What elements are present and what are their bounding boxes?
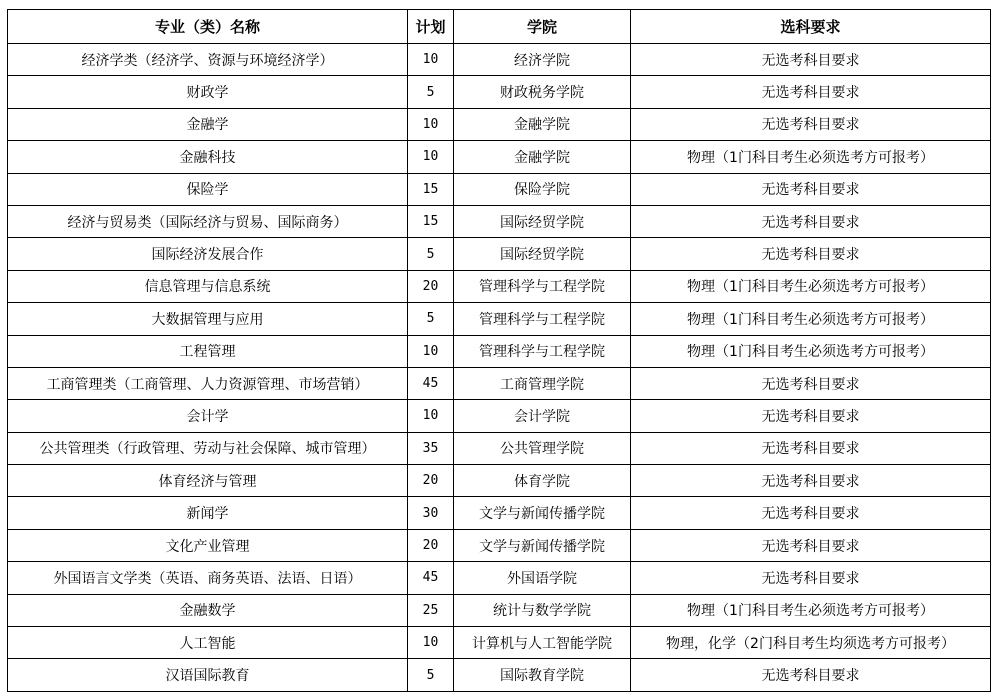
college-cell: 会计学院 — [454, 400, 631, 432]
subject-requirement-cell: 物理（1门科目考生必须选考方可报考） — [631, 594, 991, 626]
subject-requirement-cell: 无选考科目要求 — [631, 205, 991, 237]
header-college: 学院 — [454, 10, 631, 44]
college-cell: 文学与新闻传播学院 — [454, 497, 631, 529]
college-cell: 金融学院 — [454, 108, 631, 140]
plan-cell: 45 — [408, 562, 454, 594]
subject-requirement-cell: 无选考科目要求 — [631, 659, 991, 691]
plan-cell: 10 — [408, 108, 454, 140]
table-row — [8, 400, 991, 432]
major-name-cell: 新闻学 — [8, 497, 408, 529]
major-name-cell: 金融学 — [8, 108, 408, 140]
subject-requirement-cell: 无选考科目要求 — [631, 400, 991, 432]
table-row — [8, 627, 991, 659]
table-row — [8, 44, 991, 76]
plan-cell: 10 — [408, 141, 454, 173]
plan-cell: 10 — [408, 44, 454, 76]
header-row — [8, 10, 991, 44]
header-major-name: 专业（类）名称 — [8, 10, 408, 44]
table-row — [8, 76, 991, 108]
major-name-cell: 财政学 — [8, 76, 408, 108]
subject-requirement-cell: 无选考科目要求 — [631, 562, 991, 594]
major-name-cell: 工程管理 — [8, 335, 408, 367]
college-cell: 管理科学与工程学院 — [454, 303, 631, 335]
table-row — [8, 173, 991, 205]
subject-requirement-cell: 物理（1门科目考生必须选考方可报考） — [631, 270, 991, 302]
subject-requirement-cell: 物理（1门科目考生必须选考方可报考） — [631, 303, 991, 335]
table-row — [8, 335, 991, 367]
table-body — [8, 44, 991, 692]
subject-requirement-cell: 无选考科目要求 — [631, 432, 991, 464]
plan-cell: 15 — [408, 205, 454, 237]
major-name-cell: 公共管理类（行政管理、劳动与社会保障、城市管理） — [8, 432, 408, 464]
plan-cell: 10 — [408, 627, 454, 659]
major-name-cell: 信息管理与信息系统 — [8, 270, 408, 302]
enrollment-plan-table — [7, 9, 991, 692]
subject-requirement-cell: 无选考科目要求 — [631, 108, 991, 140]
college-cell: 财政税务学院 — [454, 76, 631, 108]
subject-requirement-cell: 无选考科目要求 — [631, 44, 991, 76]
table-container — [7, 9, 991, 692]
major-name-cell: 工商管理类（工商管理、人力资源管理、市场营销） — [8, 367, 408, 399]
major-name-cell: 金融数学 — [8, 594, 408, 626]
major-name-cell: 文化产业管理 — [8, 529, 408, 561]
subject-requirement-cell: 物理（1门科目考生必须选考方可报考） — [631, 335, 991, 367]
plan-cell: 30 — [408, 497, 454, 529]
header-plan: 计划 — [408, 10, 454, 44]
major-name-cell: 经济与贸易类（国际经济与贸易、国际商务） — [8, 205, 408, 237]
plan-cell: 5 — [408, 76, 454, 108]
college-cell: 国际经贸学院 — [454, 205, 631, 237]
college-cell: 文学与新闻传播学院 — [454, 529, 631, 561]
college-cell: 外国语学院 — [454, 562, 631, 594]
college-cell: 保险学院 — [454, 173, 631, 205]
plan-cell: 10 — [408, 400, 454, 432]
table-row — [8, 529, 991, 561]
major-name-cell: 外国语言文学类（英语、商务英语、法语、日语） — [8, 562, 408, 594]
major-name-cell: 大数据管理与应用 — [8, 303, 408, 335]
plan-cell: 25 — [408, 594, 454, 626]
table-row — [8, 367, 991, 399]
college-cell: 工商管理学院 — [454, 367, 631, 399]
major-name-cell: 金融科技 — [8, 141, 408, 173]
subject-requirement-cell: 无选考科目要求 — [631, 529, 991, 561]
plan-cell: 5 — [408, 659, 454, 691]
major-name-cell: 体育经济与管理 — [8, 465, 408, 497]
subject-requirement-cell: 物理（1门科目考生必须选考方可报考） — [631, 141, 991, 173]
college-cell: 计算机与人工智能学院 — [454, 627, 631, 659]
subject-requirement-cell: 物理，化学（2门科目考生均须选考方可报考） — [631, 627, 991, 659]
college-cell: 管理科学与工程学院 — [454, 335, 631, 367]
plan-cell: 5 — [408, 303, 454, 335]
table-row — [8, 497, 991, 529]
plan-cell: 45 — [408, 367, 454, 399]
subject-requirement-cell: 无选考科目要求 — [631, 367, 991, 399]
plan-cell: 10 — [408, 335, 454, 367]
plan-cell: 5 — [408, 238, 454, 270]
subject-requirement-cell: 无选考科目要求 — [631, 173, 991, 205]
college-cell: 体育学院 — [454, 465, 631, 497]
table-row — [8, 594, 991, 626]
plan-cell: 20 — [408, 465, 454, 497]
table-row — [8, 108, 991, 140]
college-cell: 统计与数学学院 — [454, 594, 631, 626]
major-name-cell: 国际经济发展合作 — [8, 238, 408, 270]
college-cell: 管理科学与工程学院 — [454, 270, 631, 302]
major-name-cell: 经济学类（经济学、资源与环境经济学） — [8, 44, 408, 76]
major-name-cell: 人工智能 — [8, 627, 408, 659]
subject-requirement-cell: 无选考科目要求 — [631, 465, 991, 497]
table-row — [8, 205, 991, 237]
college-cell: 公共管理学院 — [454, 432, 631, 464]
table-row — [8, 303, 991, 335]
plan-cell: 20 — [408, 529, 454, 561]
major-name-cell: 会计学 — [8, 400, 408, 432]
major-name-cell: 保险学 — [8, 173, 408, 205]
table-row — [8, 141, 991, 173]
college-cell: 经济学院 — [454, 44, 631, 76]
plan-cell: 20 — [408, 270, 454, 302]
header-subject-requirement: 选科要求 — [631, 10, 991, 44]
subject-requirement-cell: 无选考科目要求 — [631, 238, 991, 270]
college-cell: 国际教育学院 — [454, 659, 631, 691]
table-row — [8, 465, 991, 497]
table-row — [8, 270, 991, 302]
subject-requirement-cell: 无选考科目要求 — [631, 76, 991, 108]
table-row — [8, 432, 991, 464]
plan-cell: 15 — [408, 173, 454, 205]
subject-requirement-cell: 无选考科目要求 — [631, 497, 991, 529]
college-cell: 国际经贸学院 — [454, 238, 631, 270]
college-cell: 金融学院 — [454, 141, 631, 173]
table-row — [8, 238, 991, 270]
plan-cell: 35 — [408, 432, 454, 464]
major-name-cell: 汉语国际教育 — [8, 659, 408, 691]
table-row — [8, 659, 991, 691]
table-row — [8, 562, 991, 594]
